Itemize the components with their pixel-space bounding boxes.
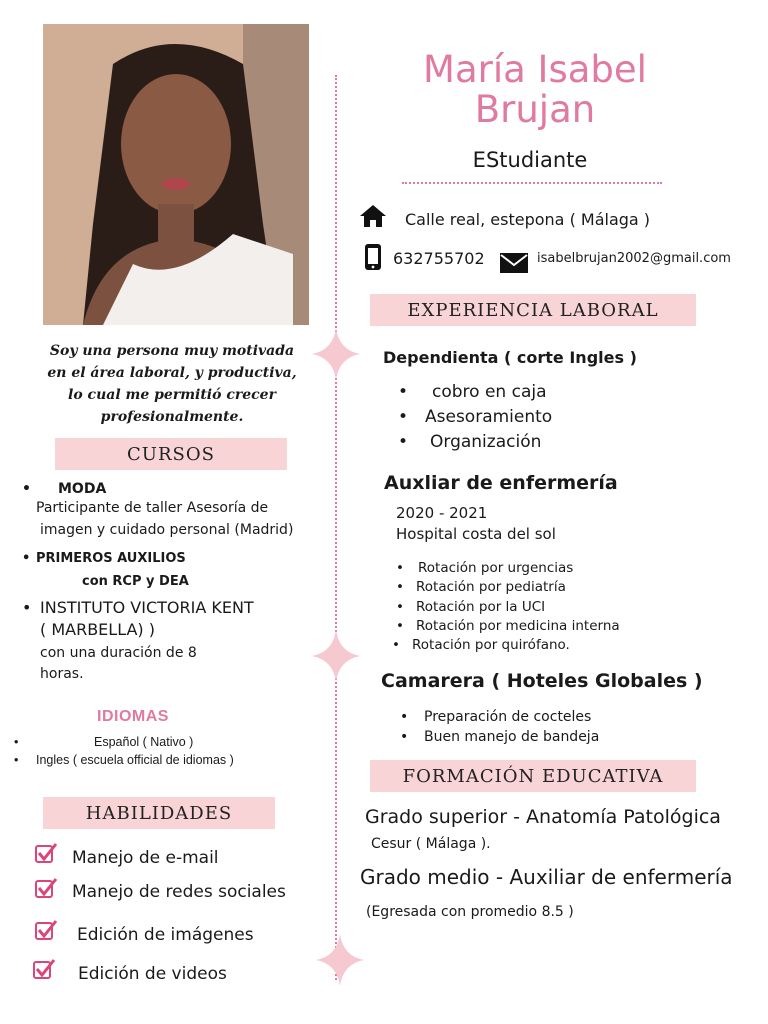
- course-moda-desc: [22, 497, 342, 541]
- skill-label: Edición de imágenes: [77, 925, 254, 945]
- job1-item: • Organización: [398, 432, 542, 452]
- name-line-2: Brujan: [474, 88, 596, 131]
- skill-item: [32, 958, 56, 985]
- job2-item: • Rotación por quirófano.: [392, 637, 570, 654]
- profile-photo: [43, 24, 309, 325]
- idiomas-heading: IDIOMAS: [97, 708, 169, 725]
- degree-1-school: Cesur ( Málaga ).: [371, 836, 491, 852]
- job1-item: • cobro en caja: [398, 382, 547, 402]
- instituto-line: ( MARBELLA) ): [40, 620, 155, 639]
- job3-item: • Preparación de cocteles: [400, 709, 592, 725]
- check-icon: [34, 842, 58, 864]
- course-primeros-title: PRIMEROS AUXILIOS: [36, 551, 186, 566]
- skill-item: [34, 842, 58, 869]
- degree-2-note: (Egresada con promedio 8.5 ): [366, 904, 574, 920]
- course-duracion: [22, 643, 342, 685]
- summary-line: lo cual me permitió crecer: [68, 387, 276, 403]
- summary-line: en el área laboral, y productiva,: [47, 365, 297, 381]
- person-name: [390, 50, 680, 130]
- job3-list: [400, 707, 599, 747]
- job2-place: Hospital costa del sol: [396, 525, 556, 543]
- degree-2: Grado medio - Auxiliar de enfermería: [360, 865, 733, 889]
- role-divider: [402, 182, 662, 184]
- course-moda-title: MODA: [58, 481, 107, 497]
- course-moda: • MODA: [22, 481, 107, 497]
- portrait-image: [43, 24, 309, 325]
- sparkle-icon: [312, 328, 360, 380]
- course-primeros: • PRIMEROS AUXILIOS: [22, 551, 186, 566]
- course-instituto: • INSTITUTO VICTORIA KENT ( MARBELLA) ): [22, 597, 342, 641]
- job3-title: Camarera ( Hoteles Globales ): [381, 670, 703, 692]
- job1-title: Dependienta ( corte Ingles ): [383, 348, 637, 367]
- job2-meta: [396, 503, 556, 545]
- moda-line: Participante de taller Asesoría de: [36, 500, 269, 516]
- course-primeros-sub: con RCP y DEA: [82, 574, 189, 589]
- sparkle-icon: [316, 934, 364, 986]
- experiencia-heading: EXPERIENCIA LABORAL: [370, 294, 696, 326]
- habilidades-heading: HABILIDADES: [43, 797, 275, 829]
- duracion-line: con una duración de 8: [40, 645, 197, 661]
- skill-label: Manejo de redes sociales: [72, 882, 286, 902]
- check-icon: [34, 877, 58, 899]
- home-icon: [359, 204, 387, 228]
- job2-item: • Rotación por pediatría: [396, 579, 566, 596]
- job2-item: • Rotación por la UCI: [396, 598, 546, 615]
- cursos-list: [22, 481, 342, 685]
- profile-summary: [34, 340, 310, 428]
- job2-item: • Rotación por urgencias: [396, 560, 574, 576]
- duracion-line: horas.: [40, 666, 84, 682]
- check-icon: [32, 958, 56, 980]
- instituto-line: INSTITUTO VICTORIA KENT: [40, 598, 254, 617]
- idiomas-list: [14, 733, 334, 769]
- mail-icon: [499, 252, 529, 274]
- cursos-heading: CURSOS: [55, 438, 287, 470]
- skill-item: [34, 877, 58, 904]
- summary-line: Soy una persona muy motivada: [49, 343, 295, 359]
- idioma-item: • Español ( Nativo ): [14, 735, 194, 749]
- address-text: Calle real, estepona ( Málaga ): [405, 210, 651, 229]
- idioma-item: • Ingles ( escuela official de idiomas ): [14, 753, 234, 767]
- job2-list: [392, 559, 620, 655]
- job3-item: • Buen manejo de bandeja: [400, 729, 600, 745]
- formacion-heading: FORMACIÓN EDUCATIVA: [370, 760, 696, 792]
- job1-item: • Asesoramiento: [398, 407, 553, 427]
- job1-list: [398, 380, 552, 455]
- summary-line: profesionalmente.: [100, 409, 244, 425]
- email-text[interactable]: isabelbrujan2002@gmail.com: [537, 251, 731, 266]
- job2-item: • Rotación por medicina interna: [396, 617, 620, 634]
- skill-label: Edición de videos: [78, 964, 227, 984]
- name-line-1: María Isabel: [423, 48, 647, 91]
- skill-label: Manejo de e-mail: [72, 848, 219, 868]
- phone-text: 632755702: [393, 249, 485, 268]
- phone-icon: [364, 243, 382, 271]
- role-title: EStudiante: [472, 148, 588, 172]
- degree-1: Grado superior - Anatomía Patológica: [365, 806, 721, 828]
- job2-title: Auxliar de enfermería: [384, 472, 618, 494]
- skill-item: [34, 919, 58, 946]
- job2-years: 2020 - 2021: [396, 504, 488, 522]
- check-icon: [34, 919, 58, 941]
- moda-line: imagen y cuidado personal (Madrid): [40, 522, 294, 538]
